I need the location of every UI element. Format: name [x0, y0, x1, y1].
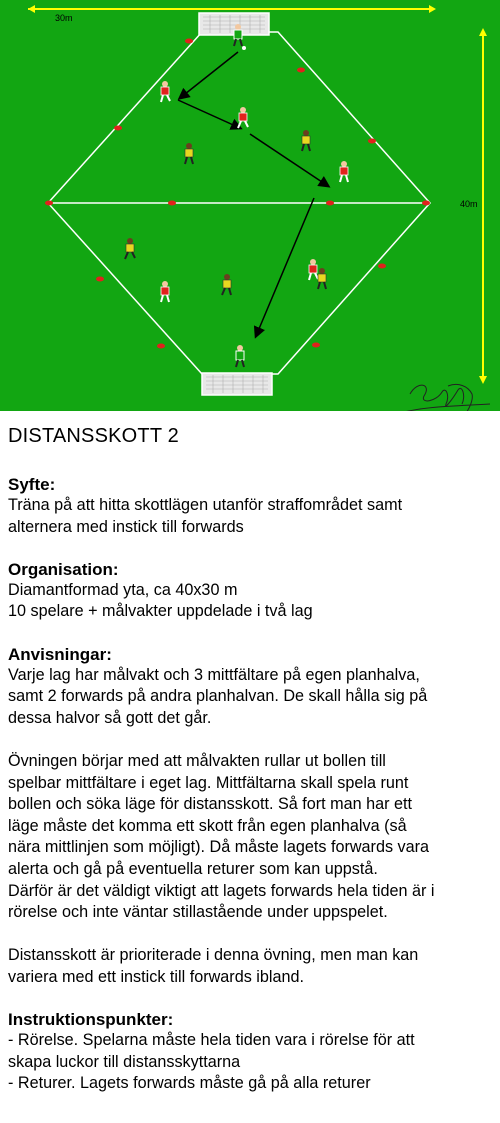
text-line: Distansskott är prioriterade i denna övning, men man kan — [8, 946, 419, 965]
text-line: läge måste det komma ett skott från egen planhalva (så — [8, 816, 407, 835]
text-line: Därför är det väldigt viktigt att lagets forwards hela tiden är i — [8, 881, 435, 900]
drill-description — [8, 425, 494, 1095]
section-heading: Syfte: — [8, 475, 56, 494]
text-line: skapa luckor till distansskyttarna — [8, 1052, 241, 1071]
text-line: 10 spelare + målvakter uppdelade i två lag — [8, 602, 313, 621]
football-field-diagram — [0, 0, 500, 411]
text-line: rörelse och inte väntar stillastående under uppspelet. — [8, 903, 388, 922]
section-heading: Instruktionspunkter: — [8, 1010, 174, 1030]
width-label: 30m — [55, 13, 73, 23]
text-line: alternera med instick till forwards — [8, 517, 244, 536]
section-instruktionspunkter — [8, 1010, 494, 1095]
text-line: variera med ett instick till forwards ibland. — [8, 967, 304, 986]
text-line: Diamantformad yta, ca 40x30 m — [8, 580, 238, 599]
page-title: DISTANSSKOTT 2 — [8, 425, 179, 447]
section-heading: Organisation: — [8, 559, 119, 579]
text-line: samt 2 forwards på andra planhalvan. De skall hålla sig på — [8, 687, 428, 706]
text-line: Övningen börjar med att målvakten rullar ut bollen till — [8, 751, 386, 770]
ball — [242, 46, 246, 50]
text-line: - Returer. Lagets forwards måste gå på alla returer — [8, 1074, 371, 1093]
section-anvisningar — [8, 645, 494, 989]
section-organisation — [8, 560, 494, 623]
goal-bottom — [202, 373, 272, 395]
text-line: dessa halvor så gott det går. — [8, 708, 212, 727]
text-line: alerta och gå på eventuella returer som kan uppstå. — [8, 859, 378, 878]
section-syfte — [8, 475, 494, 538]
text-line: nära mittlinjen som möjligt). Då måste lagets forwards vara — [8, 838, 430, 857]
text-line: - Rörelse. Spelarna måste hela tiden vara i rörelse för att — [8, 1031, 415, 1050]
grass — [0, 0, 500, 411]
text-line: spelbar mittfältare i eget lag. Mittfältarna skall spela runt — [8, 773, 409, 792]
text-line: bollen och söka läge för distansskott. Så fort man har ett — [8, 795, 413, 814]
height-label: 40m — [460, 199, 478, 209]
section-heading: Anvisningar: — [8, 644, 112, 664]
text-line: Varje lag har målvakt och 3 mittfältare på egen planhalva, — [8, 665, 420, 684]
text-line: Träna på att hitta skottlägen utanför straffområdet samt — [8, 496, 403, 514]
